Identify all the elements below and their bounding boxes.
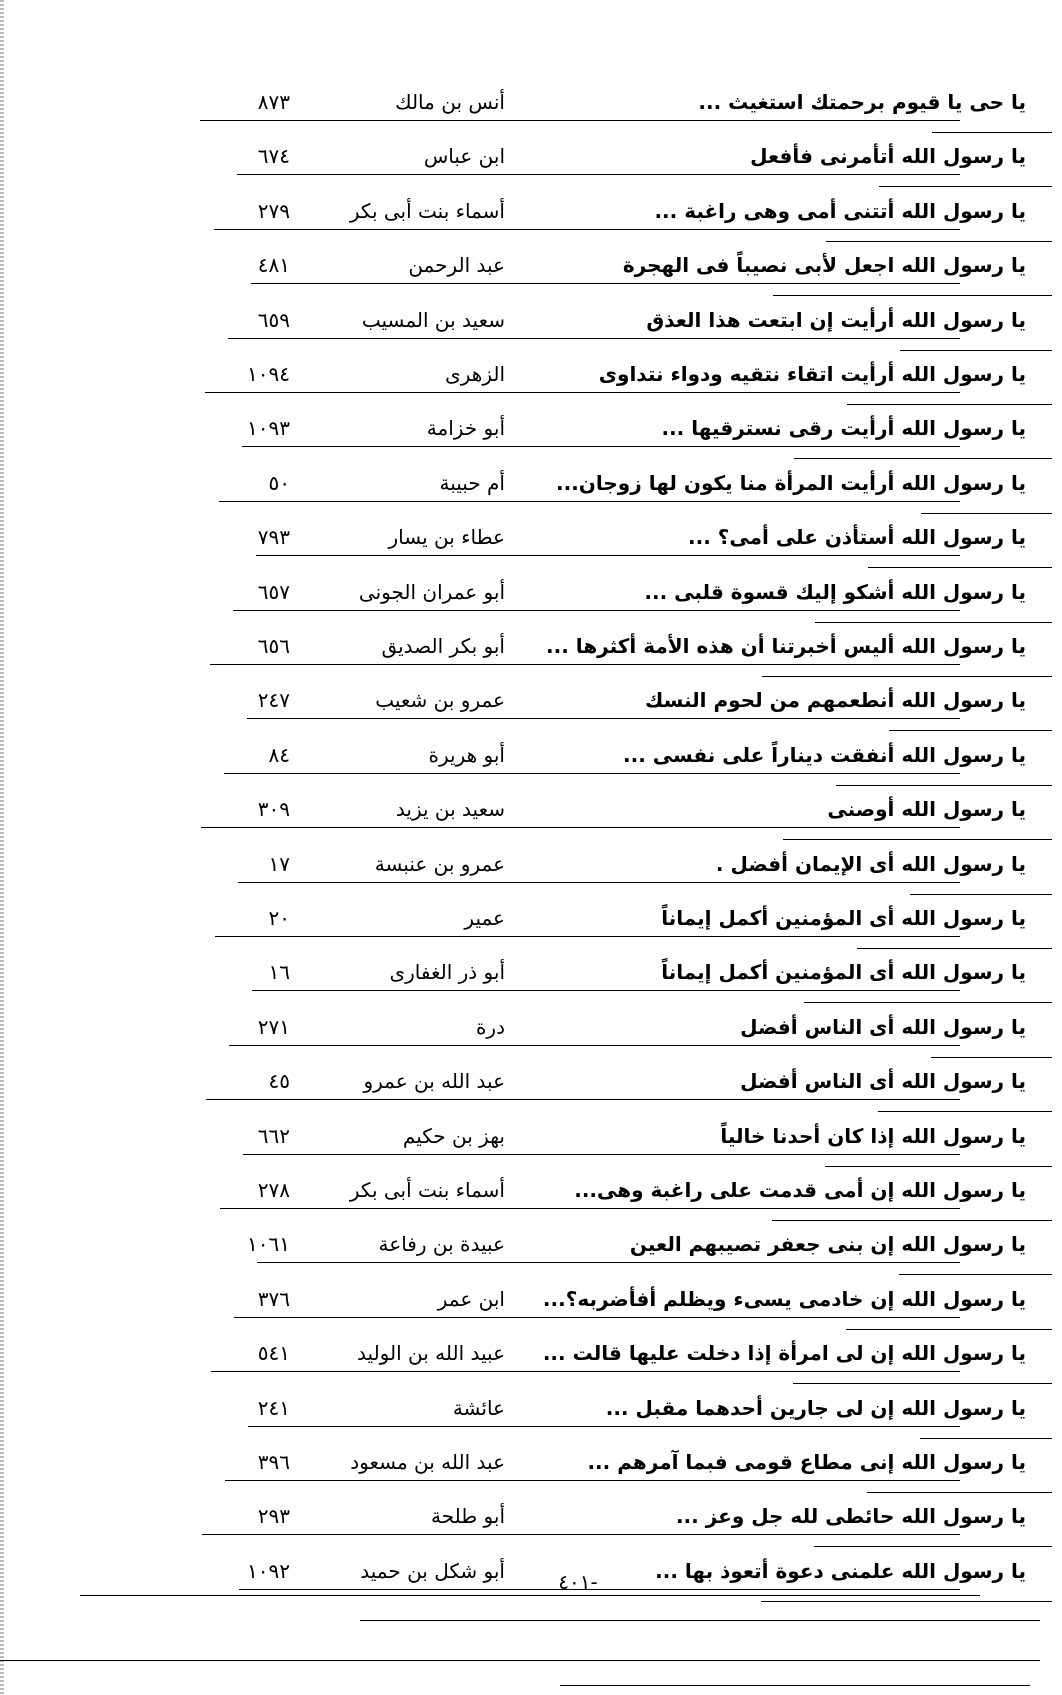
page-number: -٤٠١ — [558, 1570, 598, 1594]
index-row — [0, 1170, 1062, 1224]
index-row — [0, 1279, 1062, 1333]
index-number: ١٠٩٣ — [247, 416, 290, 441]
index-phrase: يا رسول الله أتتنى أمى وهى راغبة ... — [654, 198, 1026, 223]
index-number: ١٠٩٤ — [247, 362, 290, 386]
index-number: ٣٠٩ — [257, 797, 290, 822]
index-number: ٣٧٦ — [257, 1286, 290, 1311]
index-number: ٥٠ — [268, 470, 290, 495]
index-row — [0, 626, 1062, 680]
index-phrase: يا رسول الله أى المؤمنين أكمل إيماناً — [661, 960, 1026, 985]
index-narrator: عطاء بن يسار — [388, 525, 505, 550]
rule-line — [879, 186, 1052, 187]
rule-line — [932, 132, 1052, 133]
index-row — [0, 517, 1062, 571]
index-phrase: يا رسول الله أليس أخبرتنا أن هذه الأمة أكثرها ... — [546, 634, 1026, 658]
index-phrase: يا رسول الله أرأيت إن ابتعت هذا العذق — [646, 307, 1026, 332]
rule-line — [247, 718, 960, 719]
footer-rule-line — [80, 1595, 980, 1596]
rule-line — [761, 1601, 1052, 1602]
rule-line — [900, 350, 1052, 351]
rule-line — [229, 1045, 960, 1046]
index-number: ١٠٦١ — [247, 1232, 290, 1257]
index-phrase: يا رسول الله أى الناس أفضل — [740, 1069, 1026, 1094]
rule-line — [220, 1208, 960, 1209]
rule-line — [234, 1317, 960, 1318]
index-phrase: يا رسول الله أوصنى — [827, 797, 1026, 822]
index-phrase: يا رسول الله إن أمى قدمت على راغبة وهى... — [574, 1178, 1026, 1202]
index-number: ٦٦٢ — [257, 1123, 290, 1148]
rule-line — [248, 1426, 960, 1427]
index-phrase: يا رسول الله أرأيت المرأة منا يكون لها زوجان... — [556, 470, 1026, 495]
index-phrase: يا رسول الله علمنى دعوة أتعوذ بها ... — [655, 1558, 1026, 1583]
index-row — [0, 1061, 1062, 1115]
rule-line — [857, 948, 1052, 949]
rule-line — [878, 1111, 1052, 1112]
index-number: ٢٧٨ — [257, 1178, 290, 1202]
rule-line — [201, 827, 960, 828]
index-phrase: يا رسول الله أنطعمهم من لحوم النسك — [645, 688, 1026, 713]
index-narrator: أسماء بنت أبى بكر — [349, 1178, 505, 1202]
index-narrator: عمرو بن شعيب — [375, 688, 505, 713]
rule-line — [889, 730, 1052, 731]
index-number: ٥٤١ — [257, 1341, 290, 1366]
rule-line — [931, 1057, 1052, 1058]
index-number: ٢٤١ — [257, 1395, 290, 1420]
index-number: ١٠٩٢ — [247, 1558, 290, 1583]
index-narrator: أبو طلحة — [431, 1504, 505, 1529]
index-number: ٧٩٣ — [257, 525, 290, 550]
rule-line — [215, 936, 960, 937]
rule-line — [237, 174, 960, 175]
footer-rule-line — [0, 1660, 1040, 1661]
index-row — [0, 1224, 1062, 1278]
index-phrase: يا رسول الله أنفقت ديناراً على نفسى ... — [623, 742, 1026, 767]
index-narrator: بهز بن حكيم — [402, 1123, 505, 1148]
index-narrator: أبو ذر الغفارى — [389, 960, 505, 985]
rule-line — [206, 1099, 960, 1100]
index-row — [0, 82, 1062, 136]
index-narrator: أنس بن مالك — [395, 90, 505, 114]
rule-line — [846, 1329, 1052, 1330]
rule-line — [242, 446, 960, 447]
rule-line — [868, 567, 1052, 568]
index-phrase: يا رسول الله أتأمرنى فأفعل — [750, 144, 1026, 169]
index-narrator: الزهرى — [445, 362, 505, 386]
rule-line — [921, 513, 1052, 514]
index-row — [0, 136, 1062, 190]
index-row — [0, 1551, 1062, 1605]
index-phrase: يا رسول الله أرأيت رقى نسترقيها ... — [661, 416, 1026, 441]
index-narrator: أسماء بنت أبى بكر — [349, 198, 505, 223]
rule-line — [920, 1438, 1052, 1439]
rule-line — [224, 773, 960, 774]
rule-line — [238, 882, 960, 883]
footer-rule-line — [360, 1620, 1040, 1621]
rule-line — [205, 392, 960, 393]
rule-line — [214, 229, 960, 230]
rule-line — [793, 1383, 1052, 1384]
index-number: ٢٤٧ — [257, 688, 290, 713]
index-phrase: يا حى يا قيوم برحمتك استغيث ... — [698, 90, 1026, 114]
index-number: ٨٧٣ — [257, 90, 290, 114]
index-narrator: ابن عباس — [423, 144, 505, 169]
index-phrase: يا رسول الله إن بنى جعفر تصيبهم العين — [629, 1232, 1026, 1257]
rule-line — [910, 894, 1052, 895]
rule-line — [899, 1274, 1052, 1275]
index-number: ١٦ — [268, 960, 290, 985]
index-narrator: ابن عمر — [437, 1286, 505, 1311]
rule-line — [257, 1262, 960, 1263]
index-number: ١٧ — [268, 851, 290, 876]
rule-line — [867, 1492, 1052, 1493]
index-number: ٦٧٤ — [257, 144, 290, 169]
index-phrase: يا رسول الله إنى مطاع قومى فبما آمرهم ... — [587, 1450, 1026, 1474]
index-row — [0, 1442, 1062, 1496]
rule-line — [200, 120, 960, 121]
rule-line — [251, 283, 960, 284]
index-narrator: أبو خزامة — [426, 416, 505, 441]
index-narrator: أم حبيبة — [439, 470, 505, 495]
rule-line — [210, 664, 960, 665]
rule-line — [252, 990, 960, 991]
index-row — [0, 1496, 1062, 1550]
index-phrase: يا رسول الله أرأيت اتقاء نتقيه ودواء نتداوى — [598, 362, 1026, 386]
index-row — [0, 1116, 1062, 1170]
footer-rule-line — [560, 1685, 1030, 1686]
index-row — [0, 300, 1062, 354]
index-phrase: يا رسول الله إن لى امرأة إذا دخلت عليها قالت ... — [542, 1341, 1026, 1366]
index-row — [0, 191, 1062, 245]
index-row — [0, 572, 1062, 626]
index-number: ٤٥ — [268, 1069, 290, 1094]
index-row — [0, 463, 1062, 517]
rule-line — [814, 1546, 1052, 1547]
rule-line — [836, 785, 1052, 786]
index-number: ٢٩٣ — [257, 1504, 290, 1529]
rule-line — [804, 1002, 1052, 1003]
index-number: ٦٥٦ — [257, 634, 290, 658]
index-narrator: عمرو بن عنبسة — [374, 851, 505, 876]
index-narrator: عائشة — [452, 1395, 505, 1420]
index-phrase: يا رسول الله إن لى جارين أحدهما مقبل ... — [605, 1395, 1026, 1420]
index-number: ٢٧١ — [257, 1014, 290, 1039]
index-narrator: عبيد الله بن الوليد — [357, 1341, 505, 1366]
index-narrator: أبو بكر الصديق — [381, 634, 505, 658]
index-phrase: يا رسول الله إن خادمى يسىء ويظلم أفأضربه؟... — [542, 1286, 1026, 1311]
index-row — [0, 408, 1062, 462]
index-row — [0, 898, 1062, 952]
index-phrase: يا رسول الله حائطى لله جل وعز ... — [675, 1504, 1026, 1529]
rule-line — [219, 501, 960, 502]
rule-line — [772, 1220, 1052, 1221]
index-number: ٦٥٩ — [257, 307, 290, 332]
index-number: ٢٠ — [268, 906, 290, 930]
rule-line — [815, 622, 1052, 623]
index-narrator: عمير — [464, 906, 505, 930]
index-phrase: يا رسول الله إذا كان أحدنا خالياً — [720, 1123, 1026, 1148]
rule-line — [825, 1166, 1052, 1167]
rule-line — [211, 1371, 960, 1372]
rule-line — [225, 1480, 960, 1481]
index-number: ٨٤ — [268, 742, 290, 767]
rule-line — [202, 1534, 960, 1535]
index-narrator: سعيد بن يزيد — [395, 797, 505, 822]
index-phrase: يا رسول الله اجعل لأبى نصيباً فى الهجرة — [622, 253, 1026, 278]
rule-line — [228, 338, 960, 339]
rule-line — [794, 458, 1052, 459]
index-phrase: يا رسول الله أشكو إليك قسوة قلبى ... — [644, 579, 1026, 604]
rule-line — [762, 676, 1052, 677]
index-row — [0, 1333, 1062, 1387]
rule-line — [243, 1154, 960, 1155]
index-row — [0, 789, 1062, 843]
index-narrator: أبو شكل بن حميد — [360, 1558, 505, 1583]
index-row — [0, 1388, 1062, 1442]
rule-line — [233, 610, 960, 611]
index-phrase: يا رسول الله أى المؤمنين أكمل إيماناً — [661, 906, 1026, 930]
index-phrase: يا رسول الله أى الناس أفضل — [740, 1014, 1026, 1039]
index-row — [0, 245, 1062, 299]
index-row — [0, 680, 1062, 734]
index-narrator: عبد الرحمن — [408, 253, 505, 278]
rule-line — [847, 404, 1052, 405]
rule-line — [256, 555, 960, 556]
index-row — [0, 735, 1062, 789]
index-narrator: أبو عمران الجونى — [358, 579, 505, 604]
index-phrase: يا رسول الله أى الإيمان أفضل . — [715, 851, 1026, 876]
index-row — [0, 844, 1062, 898]
index-row — [0, 952, 1062, 1006]
index-row — [0, 1007, 1062, 1061]
index-number: ٤٨١ — [257, 253, 290, 278]
index-number: ٦٥٧ — [257, 579, 290, 604]
index-narrator: عبد الله بن مسعود — [350, 1450, 505, 1474]
index-narrator: درة — [475, 1014, 505, 1039]
index-number: ٣٩٦ — [257, 1450, 290, 1474]
index-number: ٢٧٩ — [257, 198, 290, 223]
index-row — [0, 354, 1062, 408]
index-narrator: سعيد بن المسيب — [361, 307, 505, 332]
rule-line — [826, 241, 1052, 242]
index-narrator: عبد الله بن عمرو — [363, 1069, 505, 1094]
rule-line — [773, 295, 1052, 296]
index-narrator: عبيدة بن رفاعة — [378, 1232, 505, 1257]
index-narrator: أبو هريرة — [428, 742, 505, 767]
rule-line — [783, 839, 1052, 840]
index-phrase: يا رسول الله أستأذن على أمى؟ ... — [688, 525, 1026, 550]
